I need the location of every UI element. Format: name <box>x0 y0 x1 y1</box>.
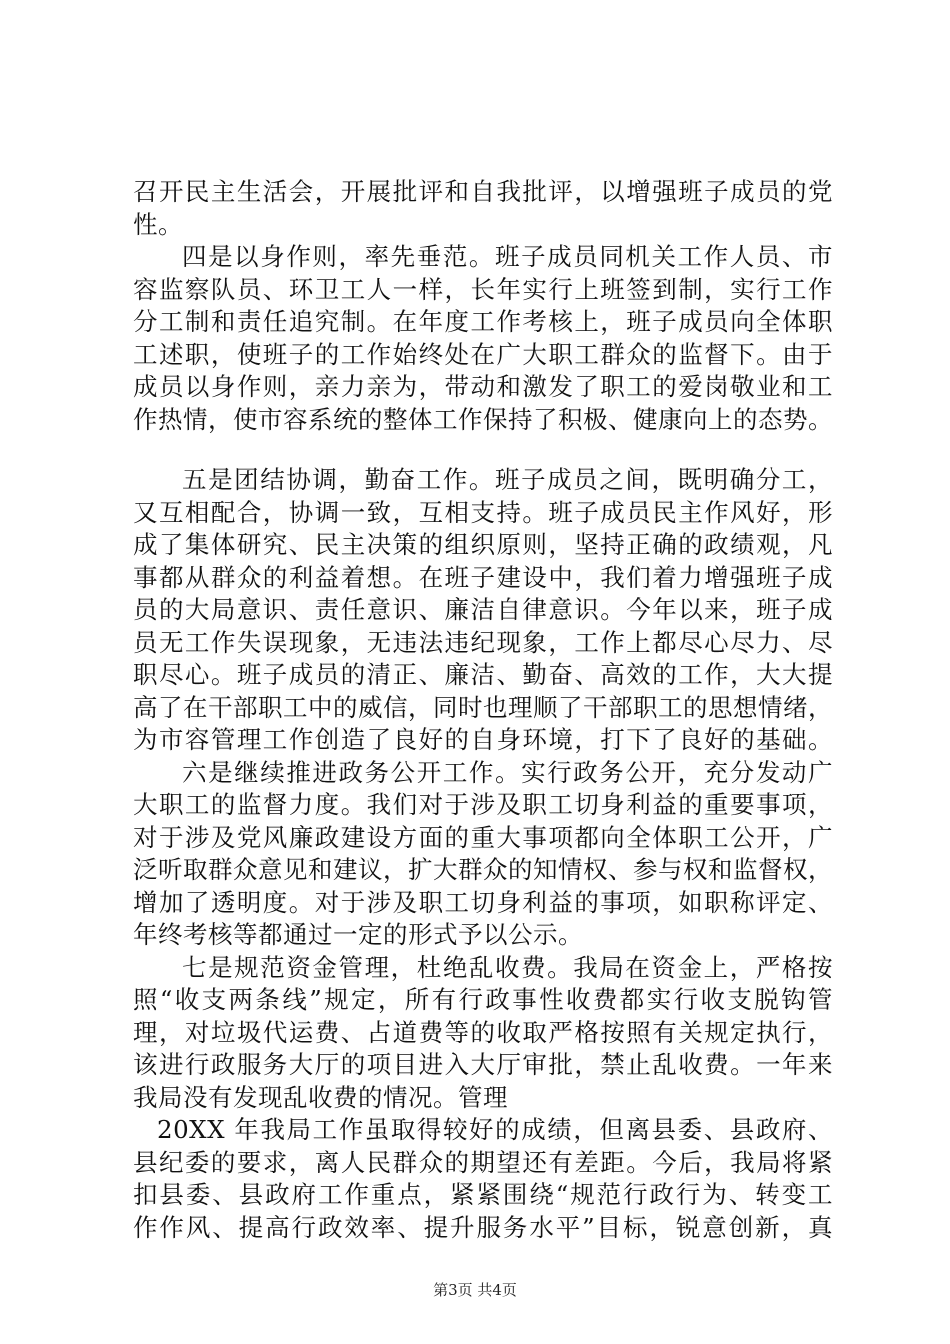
text-line: 四是以身作则，率先垂范。班子成员同机关工作人员、市 <box>182 242 833 271</box>
text-line: 又互相配合，协调一致，互相支持。班子成员民主作风好，形 <box>133 497 833 527</box>
text-line: 为市容管理工作创造了良好的自身环境，打下了良好的基础。 <box>133 725 833 754</box>
text-line: 五是团结协调，勤奋工作。班子成员之间，既明确分工， <box>182 465 833 494</box>
text-line: 事都从群众的利益着想。在班子建设中，我们着力增强班子成 <box>133 562 833 592</box>
text-line: 20XX 年我局工作虽取得较好的成绩，但离县委、县政府、 <box>157 1115 833 1144</box>
text-line: 我局没有发现乱收费的情况。管理 <box>133 1082 508 1112</box>
text-line: 六是继续推进政务公开工作。实行政务公开，充分发动广 <box>182 757 833 787</box>
text-line: 理，对垃圾代运费、占道费等的收取严格按照有关规定执行， <box>133 1017 833 1047</box>
text-line: 成了集体研究、民主决策的组织原则，坚持正确的政绩观，凡 <box>133 530 833 559</box>
document-body <box>133 176 833 1244</box>
text-line: 工述职，使班子的工作始终处在广大职工群众的监督下。由于 <box>133 339 833 369</box>
text-line: 县纪委的要求，离人民群众的期望还有差距。今后，我局将紧 <box>133 1147 833 1177</box>
paragraph <box>133 952 833 1115</box>
text-line: 大职工的监督力度。我们对于涉及职工切身利益的重要事项， <box>133 790 833 819</box>
text-line: 容监察队员、环卫工人一样，长年实行上班签到制，实行工作 <box>133 274 833 304</box>
paragraph <box>133 241 833 436</box>
text-line: 该进行政服务大厅的项目进入大厅审批，禁止乱收费。一年来 <box>133 1050 833 1079</box>
text-line: 分工制和责任追究制。在年度工作考核上，班子成员向全体职 <box>133 307 833 336</box>
text-line: 作热情，使市容系统的整体工作保持了积极、健康向上的态势。 <box>133 404 833 434</box>
paragraph <box>133 757 833 952</box>
paragraph <box>133 176 833 241</box>
text-line: 增加了透明度。对于涉及职工切身利益的事项，如职称评定、 <box>133 887 833 917</box>
paragraph <box>133 1114 833 1244</box>
text-line: 性。 <box>133 209 183 239</box>
text-line: 照“收支两条线”规定，所有行政事性收费都实行收支脱钩管 <box>133 985 833 1014</box>
text-line: 扣县委、县政府工作重点，紧紧围绕“规范行政行为、转变工 <box>133 1180 833 1209</box>
text-line: 员的大局意识、责任意识、廉洁自律意识。今年以来，班子成 <box>133 595 833 624</box>
text-line: 作作风、提高行政效率、提升服务水平”目标，锐意创新，真 <box>133 1212 833 1242</box>
text-line: 七是规范资金管理，杜绝乱收费。我局在资金上，严格按 <box>182 952 833 982</box>
text-line: 召开民主生活会，开展批评和自我批评，以增强班子成员的党 <box>133 177 833 206</box>
paragraph <box>133 464 833 757</box>
text-line: 高了在干部职工中的威信，同时也理顺了干部职工的思想情绪， <box>133 692 833 722</box>
paragraph-spacer <box>133 436 833 464</box>
text-line: 对于涉及党风廉政建设方面的重大事项都向全体职工公开，广 <box>133 822 833 852</box>
text-line: 年终考核等都通过一定的形式予以公示。 <box>133 920 583 949</box>
text-line: 成员以身作则，亲力亲为，带动和激发了职工的爱岗敬业和工 <box>133 372 833 401</box>
text-line: 职尽心。班子成员的清正、廉洁、勤奋、高效的工作，大大提 <box>133 660 833 689</box>
text-line: 泛听取群众意见和建议，扩大群众的知情权、参与权和监督权， <box>133 855 833 884</box>
text-line: 员无工作失误现象，无违法违纪现象，工作上都尽心尽力、尽 <box>133 627 833 657</box>
page-number-footer: 第3页 共4页 <box>433 1281 517 1299</box>
